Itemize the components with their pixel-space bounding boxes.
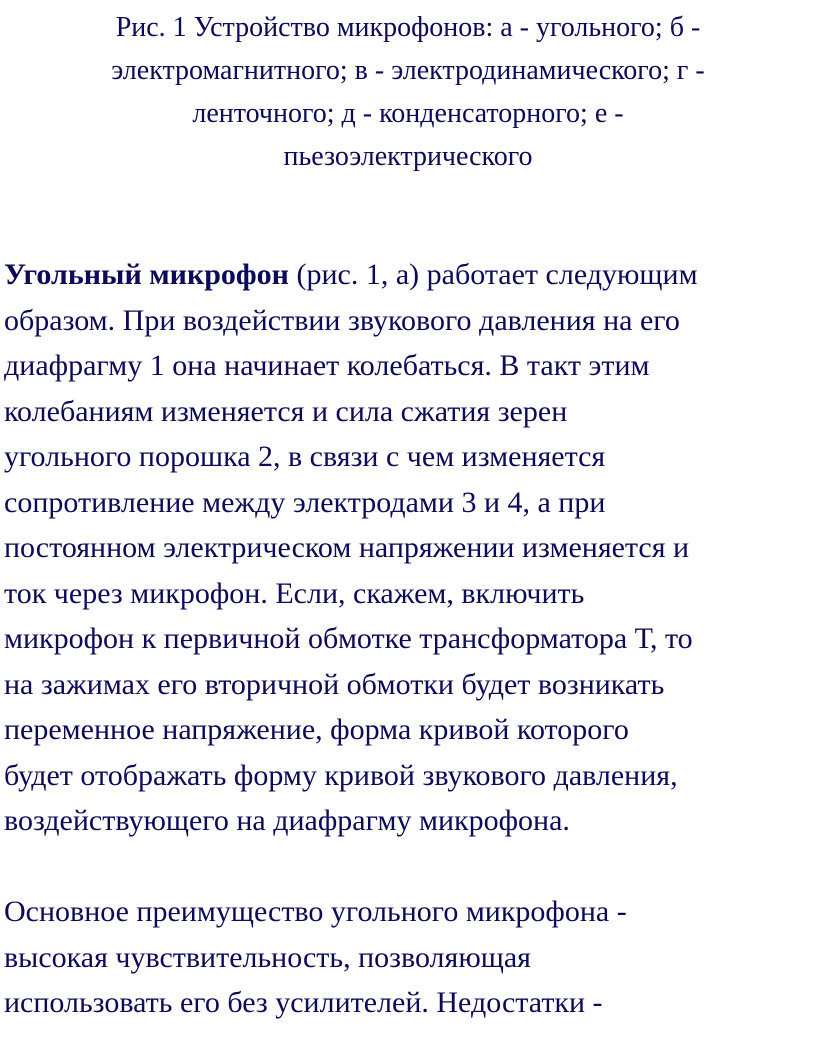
- paragraph-2-line: Основное преимущество угольного микрофона -: [4, 895, 627, 928]
- paragraph-1-first-line: [4, 252, 816, 298]
- caption-line: Рис. 1 Устройство микрофонов: а - угольного; б -: [115, 12, 701, 43]
- paragraph-1-line: постоянном электрическом напряжении изменяется и: [4, 531, 690, 564]
- paragraph-spacer: [4, 844, 816, 890]
- paragraph-1-line: переменное напряжение, форма кривой которого: [4, 713, 629, 746]
- paragraph-1-line: будет отображать форму кривой звукового давления,: [4, 758, 678, 792]
- bold-term: Угольный микрофон: [4, 258, 289, 291]
- paragraph-1-line: сопротивление между электродами 3 и 4, а при: [4, 485, 606, 519]
- paragraph-2-line: высокая чувствительность, позволяющая: [4, 940, 531, 974]
- paragraph-1-line: угольного порошка 2, в связи с чем изменяется: [4, 440, 606, 473]
- caption-line: ленточного; д - конденсаторного; е -: [192, 98, 624, 129]
- paragraph-1-line: воздействующего на диафрагму микрофона.: [4, 804, 570, 837]
- paragraph-1-first-line-rest: (рис. 1, а) работает следующим: [288, 258, 698, 291]
- caption-line: электромагнитного; в - электродинамического; г -: [111, 55, 705, 86]
- paragraph-1-line: диафрагму 1 она начинает колебаться. В такт этим: [4, 349, 650, 382]
- paragraph-1-line: колебаниям изменяется и сила сжатия зерен: [4, 394, 568, 428]
- body-text: [4, 252, 816, 1026]
- paragraph-1-line: образом. При воздействии звукового давления на его: [4, 303, 680, 337]
- figure-caption: [20, 6, 796, 178]
- paragraph-1-line: на зажимах его вторичной обмотки будет возникать: [4, 667, 665, 701]
- paragraph-1-line: ток через микрофон. Если, скажем, включить: [4, 576, 585, 610]
- caption-line: пьезоэлектрического: [283, 141, 533, 172]
- paragraph-1-line: микрофон к первичной обмотке трансформатора Т, то: [4, 622, 693, 655]
- paragraph-2-line: использовать его без усилителей. Недостатки -: [4, 986, 603, 1019]
